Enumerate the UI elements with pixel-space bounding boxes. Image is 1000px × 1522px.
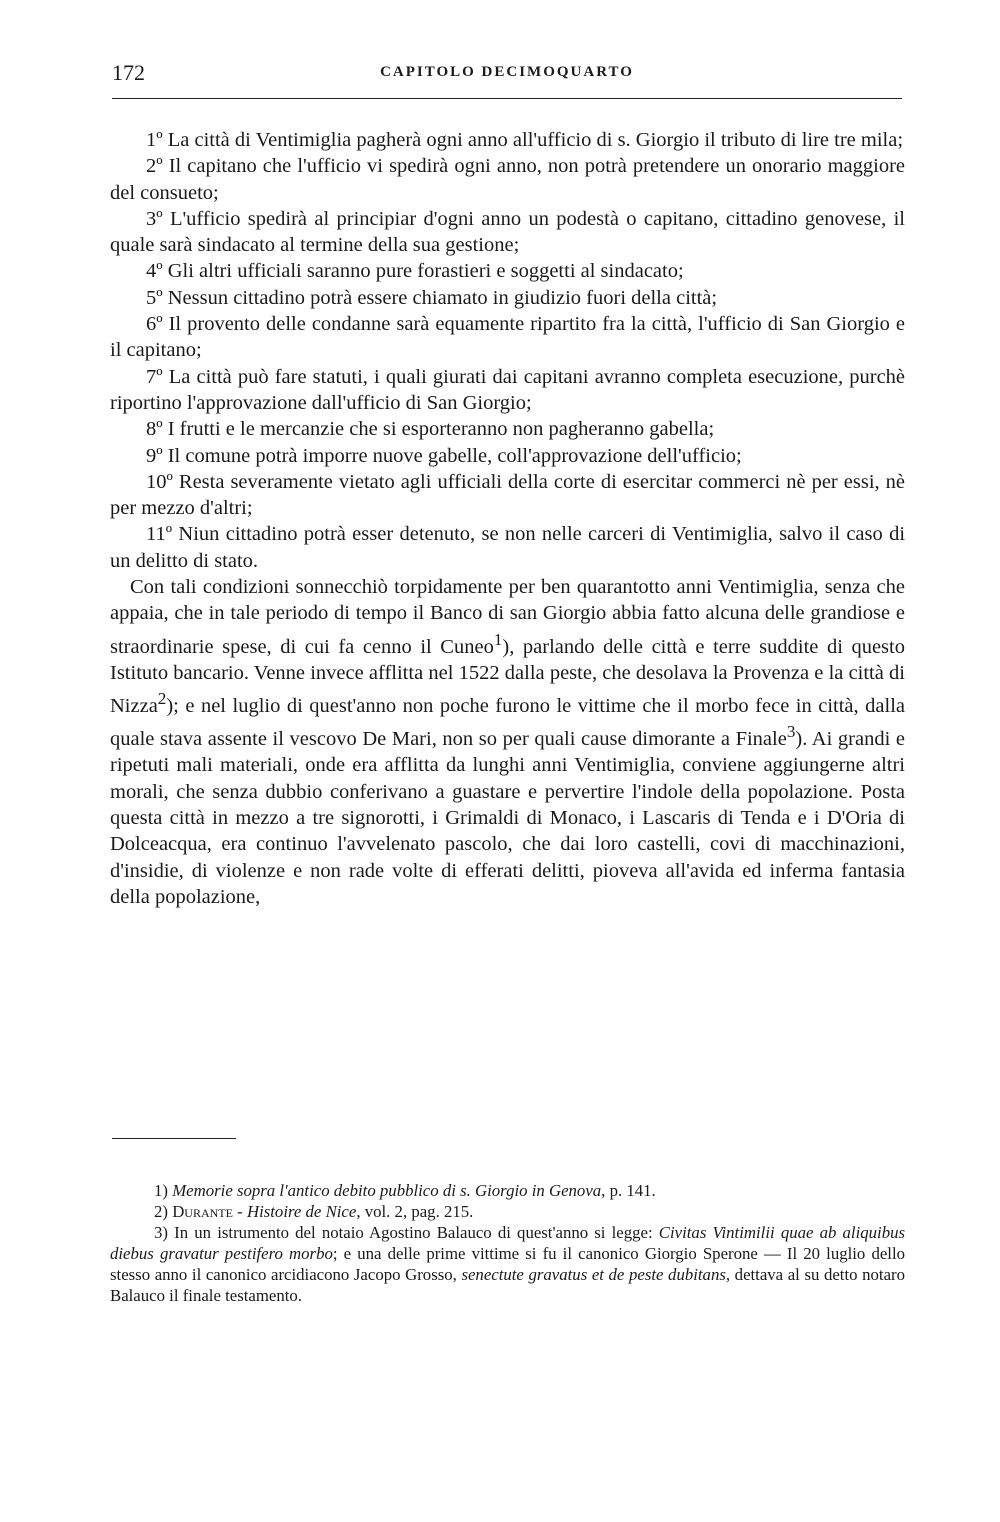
item-number: 7º — [146, 365, 163, 388]
item-number: 6º — [146, 313, 163, 336]
page-number: 172 — [112, 60, 145, 85]
footnote-3 — [110, 1222, 905, 1306]
paragraph-text: ), parlando delle città e terre suddite di questo Istituto bancario. Venne invece afflitta nel 1522 dalla peste, che desolava la Provenza e la città di Nizza — [110, 635, 905, 717]
header-rule — [112, 98, 902, 99]
footnote-number: 2) — [154, 1202, 168, 1221]
item-number: 4º — [146, 260, 163, 283]
footnote-text: In un istrumento del notaio Agostino Balauco di quest'anno si legge: — [174, 1223, 659, 1242]
item-text: Nessun cittadino potrà essere chiamato in giudizio fuori della città; — [167, 286, 718, 309]
footnote-author: Durante — [172, 1202, 233, 1221]
item-number: 10º — [146, 470, 173, 493]
footnote-ref-2: 2 — [157, 689, 167, 709]
list-item — [110, 521, 905, 574]
paragraph-text: Con tali condizioni sonnecchiò torpidamente per ben quarantotto anni Ventimiglia, senza che appaia, che in tale periodo di tempo il Banco di san Giorgio abbia fatto alcuna delle grandiose e straordinarie spese, di cui fa cenno il Cuneo — [110, 576, 905, 658]
list-item — [110, 127, 905, 153]
footnote-number: 3) — [154, 1223, 168, 1242]
footnote-rule — [112, 1138, 236, 1139]
item-text: Il provento delle condanne sarà equamente ripartito fra la città, l'ufficio di San Giorgio e il capitano; — [110, 313, 905, 362]
list-item — [110, 153, 905, 206]
running-head: CAPITOLO DECIMOQUARTO — [380, 64, 634, 80]
item-text: Il capitano che l'ufficio vi spedirà ogni anno, non potrà pretendere un onorario maggiore del consueto; — [110, 155, 905, 204]
footnote-quote: Civitas Vintimilii quae ab aliquibus diebus gravatur pestifero morbo — [110, 1223, 906, 1263]
item-text: La città di Ventimiglia pagherà ogni anno all'ufficio di s. Giorgio il tributo di lire tre mila; — [167, 129, 904, 151]
footnote-ref-1: 1 — [493, 629, 503, 649]
item-number: 3º — [146, 207, 163, 230]
footnote-ref-3: 3 — [786, 722, 796, 742]
list-item — [110, 443, 905, 469]
item-text: Resta severamente vietato agli ufficiali della corte di esercitar commerci nè per essi, nè per mezzo d'altri; — [110, 470, 906, 520]
item-text: La città può fare statuti, i quali giurati dai capitani avranno completa esecuzione, purchè riportino l'approvazione dall'ufficio di San Giorgio; — [110, 365, 906, 414]
list-item — [110, 416, 905, 442]
footnote-text: ; e una delle prime vittime si fu il canonico Giorgio Sperone — Il 20 luglio dello stesso anno il canonico arcidiacono Jacopo Grosso, — [110, 1244, 905, 1284]
list-item — [110, 206, 905, 259]
item-text: Il comune potrà imporre nuove gabelle, coll'approvazione dell'ufficio; — [167, 444, 742, 467]
item-number: 5º — [146, 286, 163, 309]
list-item — [110, 364, 905, 417]
item-number: 1º — [146, 129, 163, 151]
list-item — [110, 469, 905, 522]
item-number: 9º — [146, 444, 163, 467]
footnote-text: , dettava al su detto notaro Balauco il finale testamento. — [110, 1265, 905, 1305]
paragraph-text: ). Ai grandi e ripetuti mali materiali, onde era afflitta da lunghi anni Ventimiglia, conviene aggiungerne altri morali, che senza dubbio conferivano a guastare e pervertire l'indole della popolazione. Posta questa città in mezzo a tre signorotti, i Grimaldi di Monaco, i Lascaris di Tenda e i D'Oria di Dolceacqua, era continuo l'avvelenato pascolo, che dai loro castelli, covi di macchinazioni, d'insidie, di violenze e non rade volte di efferati delitti, pioveva all'avida ed inferma fantasia della popolazione, — [110, 728, 905, 908]
footnotes — [110, 1180, 905, 1306]
footnote-text: , vol. 2, pag. 215. — [356, 1202, 474, 1221]
footnote-1 — [110, 1180, 905, 1201]
item-text: I frutti e le mercanzie che si esporteranno non pagheranno gabella; — [167, 418, 715, 441]
list-item — [110, 258, 905, 284]
footnote-separator: - — [232, 1202, 247, 1221]
footnote-2 — [110, 1201, 905, 1222]
main-text — [110, 127, 905, 910]
footnote-title: Memorie sopra l'antico debito pubblico di s. Giorgio in Genova — [172, 1181, 602, 1200]
page-header — [112, 60, 902, 94]
footnote-title: Histoire de Nice — [246, 1202, 357, 1221]
item-text: Niun cittadino potrà esser detenuto, se non nelle carceri di Ventimiglia, salvo il caso di un delitto di stato. — [110, 523, 906, 572]
item-number: 11º — [146, 523, 173, 546]
item-text: L'ufficio spedirà al principiar d'ogni anno un podestà o capitano, cittadino genovese, il quale sarà sindacato al termine della sua gestione; — [110, 207, 905, 257]
footnote-quote: senectute gravatus et de peste dubitans — [461, 1265, 726, 1284]
body-paragraph — [110, 574, 905, 910]
footnote-text: , p. 141. — [601, 1181, 656, 1200]
footnote-number: 1) — [154, 1181, 168, 1200]
paragraph-text: ); e nel luglio di quest'anno non poche furono le vittime che il morbo fece in città, dalla quale stava assente il vescovo De Mari, non so per quali cause dimorante a Finale — [110, 694, 905, 751]
list-item — [110, 311, 905, 364]
item-number: 8º — [146, 418, 163, 441]
list-item — [110, 285, 905, 311]
item-text: Gli altri ufficiali saranno pure forastieri e soggetti al sindacato; — [167, 260, 684, 283]
item-number: 2º — [146, 155, 163, 178]
